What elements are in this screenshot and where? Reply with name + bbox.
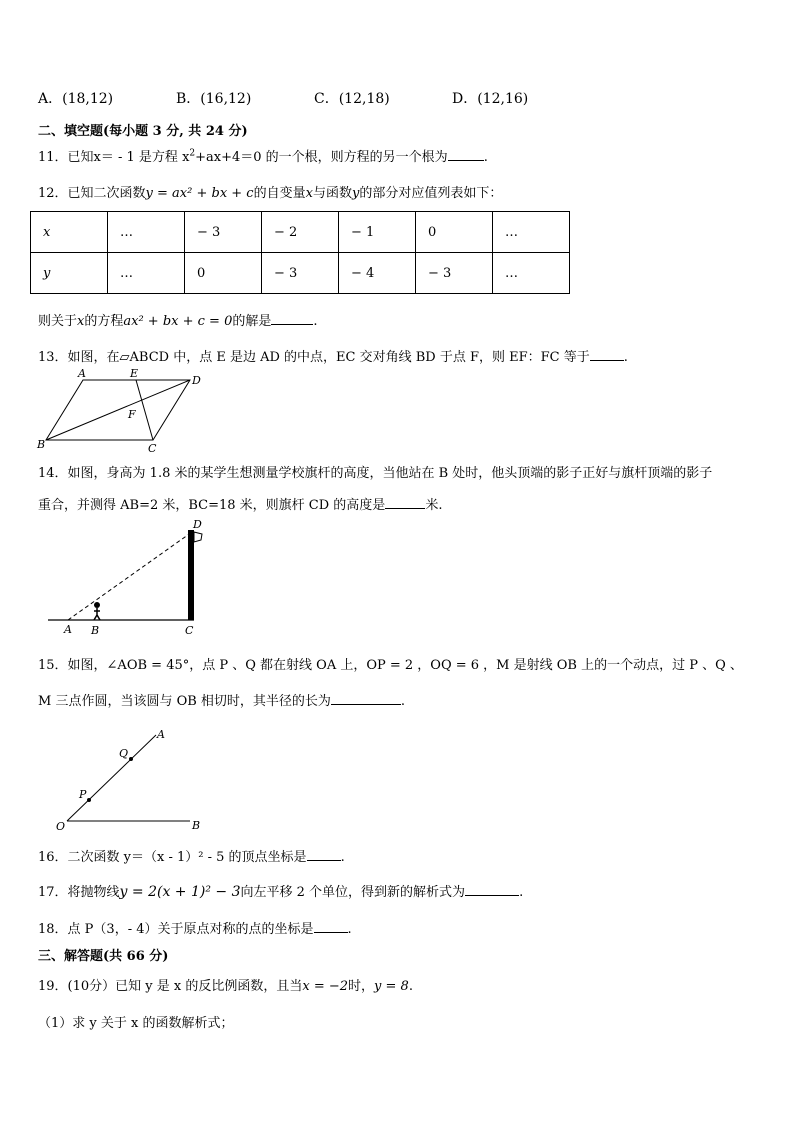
q19-condition-x: x = −2 bbox=[302, 979, 349, 994]
q14-answer-blank bbox=[385, 494, 425, 509]
q15-text-b: . bbox=[400, 694, 406, 709]
table-cell: … bbox=[108, 212, 185, 253]
q12-var-x: x bbox=[305, 186, 313, 201]
table-cell: − 2 bbox=[262, 212, 339, 253]
label-c: C bbox=[185, 624, 194, 637]
q15-text-a: M 三点作圆，当该圆与 OB 相切时，其半径的长为 bbox=[38, 694, 331, 709]
table-cell: − 4 bbox=[339, 253, 416, 294]
question-14-line2 bbox=[38, 494, 442, 513]
table-cell: … bbox=[493, 253, 570, 294]
question-11 bbox=[38, 146, 488, 165]
q14-text-a: 重合，并测得 AB=2 米，BC=18 米，则旗杆 CD 的高度是 bbox=[38, 498, 386, 513]
q11-text-b: +ax+4＝0 的一个根，则方程的另一个根为 bbox=[195, 150, 448, 165]
question-13 bbox=[38, 346, 628, 365]
q12-var-y: y bbox=[351, 186, 360, 201]
q19-text-b: 时， bbox=[348, 979, 375, 994]
question-18 bbox=[38, 918, 352, 937]
q12-question-line bbox=[38, 310, 318, 329]
table-cell: 0 bbox=[416, 212, 493, 253]
q15-angle-figure bbox=[50, 726, 210, 836]
q12-ask-b: 的方程 bbox=[84, 314, 124, 329]
table-cell: − 1 bbox=[339, 212, 416, 253]
q17-answer-blank bbox=[465, 881, 519, 896]
q14-flagpole-figure bbox=[44, 516, 224, 638]
table-row bbox=[31, 212, 570, 253]
table-cell: x bbox=[31, 212, 108, 253]
shadow-dashed-line bbox=[68, 532, 192, 620]
q12-text-b: 的自变量 bbox=[253, 186, 306, 201]
label-d: D bbox=[193, 518, 202, 531]
table-cell: − 3 bbox=[185, 212, 262, 253]
section-title-solutions: 三、解答题(共 66 分) bbox=[38, 949, 169, 964]
label-d: D bbox=[192, 374, 201, 387]
label-b: B bbox=[37, 438, 46, 451]
label-e: E bbox=[130, 367, 139, 380]
question-19 bbox=[38, 975, 413, 994]
segment-ec bbox=[136, 380, 153, 440]
point-p bbox=[87, 798, 91, 802]
question-19-part-1: （1）求 y 关于 x 的函数解析式； bbox=[38, 1016, 234, 1031]
section-title-fill-in: 二、填空题(每小题 3 分, 共 24 分) bbox=[38, 124, 248, 139]
table-row bbox=[31, 253, 570, 294]
student-body bbox=[94, 608, 100, 620]
table-cell: … bbox=[108, 253, 185, 294]
q13-text: 13．如图，在▱ABCD 中，点 E 是边 AD 的中点，EC 交对角线 BD 于点 F，则 EF：FC 等于 bbox=[38, 350, 590, 365]
question-15-line1: 15．如图，∠AOB = 45°，点 P 、Q 都在射线 OA 上，OP = 2 ，OQ = 6 ，M 是射线 OB 上的一个动点，过 P 、Q 、 bbox=[38, 658, 743, 673]
q17-end: . bbox=[519, 885, 524, 900]
q11-answer-blank bbox=[448, 146, 484, 161]
q12-text-d: 的部分对应值列表如下： bbox=[359, 186, 503, 201]
q11-sup: 2 bbox=[189, 148, 196, 159]
label-f: F bbox=[128, 408, 136, 421]
q14-text-b: 米. bbox=[425, 498, 443, 513]
q12-ask-a: 则关于 bbox=[38, 314, 78, 329]
q17-formula: y = 2(x + 1)² − 3 bbox=[119, 884, 241, 900]
label-c: C bbox=[148, 442, 157, 454]
q18-text: 18．点 P（3，- 4）关于原点对称的点的坐标是 bbox=[38, 922, 314, 937]
q12-ask-c: 的解是 bbox=[232, 314, 272, 329]
option-d: D．(12,16) bbox=[452, 91, 529, 107]
table-cell: − 3 bbox=[262, 253, 339, 294]
question-16 bbox=[38, 846, 345, 865]
label-b: B bbox=[192, 819, 201, 832]
q11-text-a: 11．已知x＝ - 1 是方程 x bbox=[38, 150, 190, 165]
label-a: A bbox=[157, 728, 165, 741]
label-q: Q bbox=[119, 747, 129, 760]
label-a: A bbox=[78, 367, 86, 380]
question-12 bbox=[38, 182, 502, 201]
q12-value-table bbox=[30, 211, 570, 294]
question-15-line2 bbox=[38, 690, 405, 709]
flagpole bbox=[188, 530, 194, 620]
q12-ask-formula: ax² + bx + c = 0 bbox=[123, 314, 233, 329]
q17-text-a: 17．将抛物线 bbox=[38, 885, 120, 900]
q12-formula: y = ax² + bx + c bbox=[145, 186, 254, 201]
q12-ask-x: x bbox=[77, 314, 85, 329]
question-17 bbox=[38, 881, 523, 900]
diagonal-bd bbox=[46, 380, 190, 440]
student-head bbox=[94, 602, 100, 608]
option-c: C．(12,18) bbox=[314, 91, 390, 107]
table-cell: … bbox=[493, 212, 570, 253]
q16-answer-blank bbox=[307, 846, 341, 861]
label-p: P bbox=[79, 788, 87, 801]
flag bbox=[194, 532, 202, 542]
q12-answer-blank bbox=[271, 310, 313, 325]
q15-answer-blank bbox=[331, 690, 401, 705]
label-a: A bbox=[64, 623, 72, 636]
q16-end: . bbox=[340, 850, 345, 865]
option-a: A．(18,12) bbox=[38, 91, 114, 107]
table-cell: y bbox=[31, 253, 108, 294]
q12-ask-end: . bbox=[313, 314, 318, 329]
q11-end: . bbox=[483, 150, 488, 165]
q19-condition-y: y = 8 bbox=[374, 979, 409, 994]
q18-answer-blank bbox=[314, 918, 348, 933]
label-o: O bbox=[56, 820, 66, 833]
q13-parallelogram-figure bbox=[30, 366, 210, 454]
label-b: B bbox=[91, 624, 100, 637]
q16-text: 16．二次函数 y＝（x - 1）² - 5 的顶点坐标是 bbox=[38, 850, 307, 865]
q12-text-a: 12．已知二次函数 bbox=[38, 186, 146, 201]
ray-oa bbox=[67, 735, 156, 821]
table-cell: 0 bbox=[185, 253, 262, 294]
q13-answer-blank bbox=[590, 346, 624, 361]
question-14-line1: 14．如图，身高为 1.8 米的某学生想测量学校旗杆的高度，当他站在 B 处时，他头顶端的影子正好与旗杆顶端的影子 bbox=[38, 466, 713, 481]
q19-text-a: 19．(10分）已知 y 是 x 的反比例函数，且当 bbox=[38, 979, 303, 994]
table-cell: − 3 bbox=[416, 253, 493, 294]
point-q bbox=[129, 757, 133, 761]
q18-end: . bbox=[347, 922, 352, 937]
q13-end: . bbox=[623, 350, 628, 365]
option-b: B．(16,12) bbox=[176, 91, 252, 107]
q17-text-b: 向左平移 2 个单位，得到新的解析式为 bbox=[240, 885, 466, 900]
q12-text-c: 与函数 bbox=[312, 186, 352, 201]
q19-end: . bbox=[408, 979, 413, 994]
